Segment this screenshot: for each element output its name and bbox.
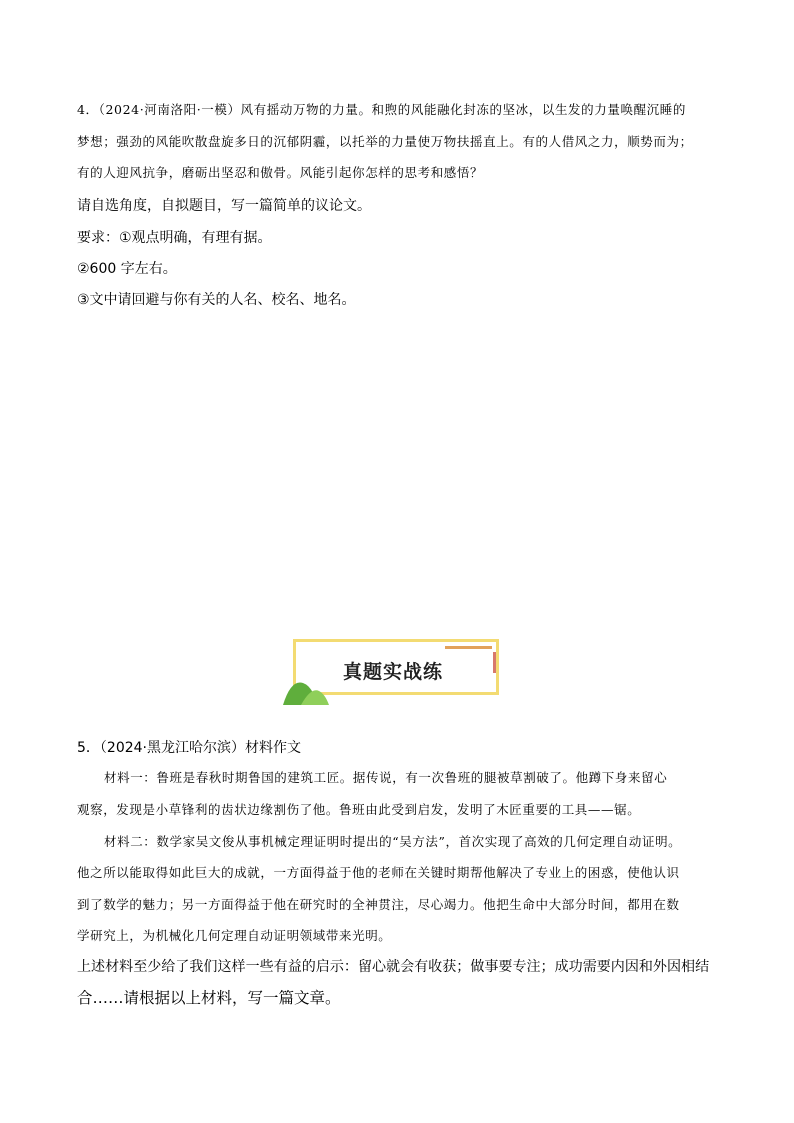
question-4-instruction: 请自选角度，自拟题目，写一篇简单的议论文。 [77,198,371,214]
question-4-line-1: 4．（2024·河南洛阳·一模）风有摇动万物的力量。和煦的风能融化封冻的坚冰，以生发的力量唤醒沉睡的 [77,102,686,117]
question-4-requirement-1: 要求：①观点明确，有理有据。 [77,230,272,246]
question-4-requirement-2: ②600 字左右。 [77,261,177,277]
material-1-line-2: 观察，发现是小草锋利的齿状边缘割伤了他。鲁班由此受到启发，发明了木匠重要的工具——锯。 [77,802,641,817]
material-2-line-3: 到了数学的魅力；另一方面得益于他在研究时的全神贯注，尽心竭力。他把生命中大部分时间，都用在数 [77,897,680,912]
material-2-line-2: 他之所以能取得如此巨大的成就，一方面得益于他的老师在关键时期帮他解决了专业上的困惑，使他认识 [77,865,680,880]
banner-accent-bar [445,646,492,649]
material-2-line-4: 学研究上，为机械化几何定理自动证明领域带来光明。 [77,928,392,943]
question-4-requirement-3: ③文中请回避与你有关的人名、校名、地名。 [77,292,356,308]
banner-title: 真题实战练 [343,661,444,683]
question-5-prompt-line-2: 合……请根据以上材料，写一篇文章。 [77,989,341,1007]
material-2-line-1: 材料二：数学家吴文俊从事机械定理证明时提出的“吴方法”，首次实现了高效的几何定理自动证明。 [104,834,682,849]
question-5-heading: 5．（2024·黑龙江哈尔滨）材料作文 [77,740,301,756]
banner-accent-mark [493,652,496,673]
material-1-line-1: 材料一：鲁班是春秋时期鲁国的建筑工匠。据传说，有一次鲁班的腿被草割破了。他蹲下身来留心 [104,770,668,785]
question-4-line-3: 有的人迎风抗争，磨砺出坚忍和傲骨。风能引起你怎样的思考和感悟？ [77,165,484,180]
section-banner [283,637,508,707]
question-5-prompt-line-1: 上述材料至少给了我们这样一些有益的启示：留心就会有收获；做事要专注；成功需要内因和外因相结 [77,959,710,975]
question-4-line-2: 梦想；强劲的风能吹散盘旋多日的沉郁阴霾，以托举的力量使万物扶摇直上。有的人借风之力，顺势而为； [77,134,693,149]
hills-icon [283,673,331,705]
